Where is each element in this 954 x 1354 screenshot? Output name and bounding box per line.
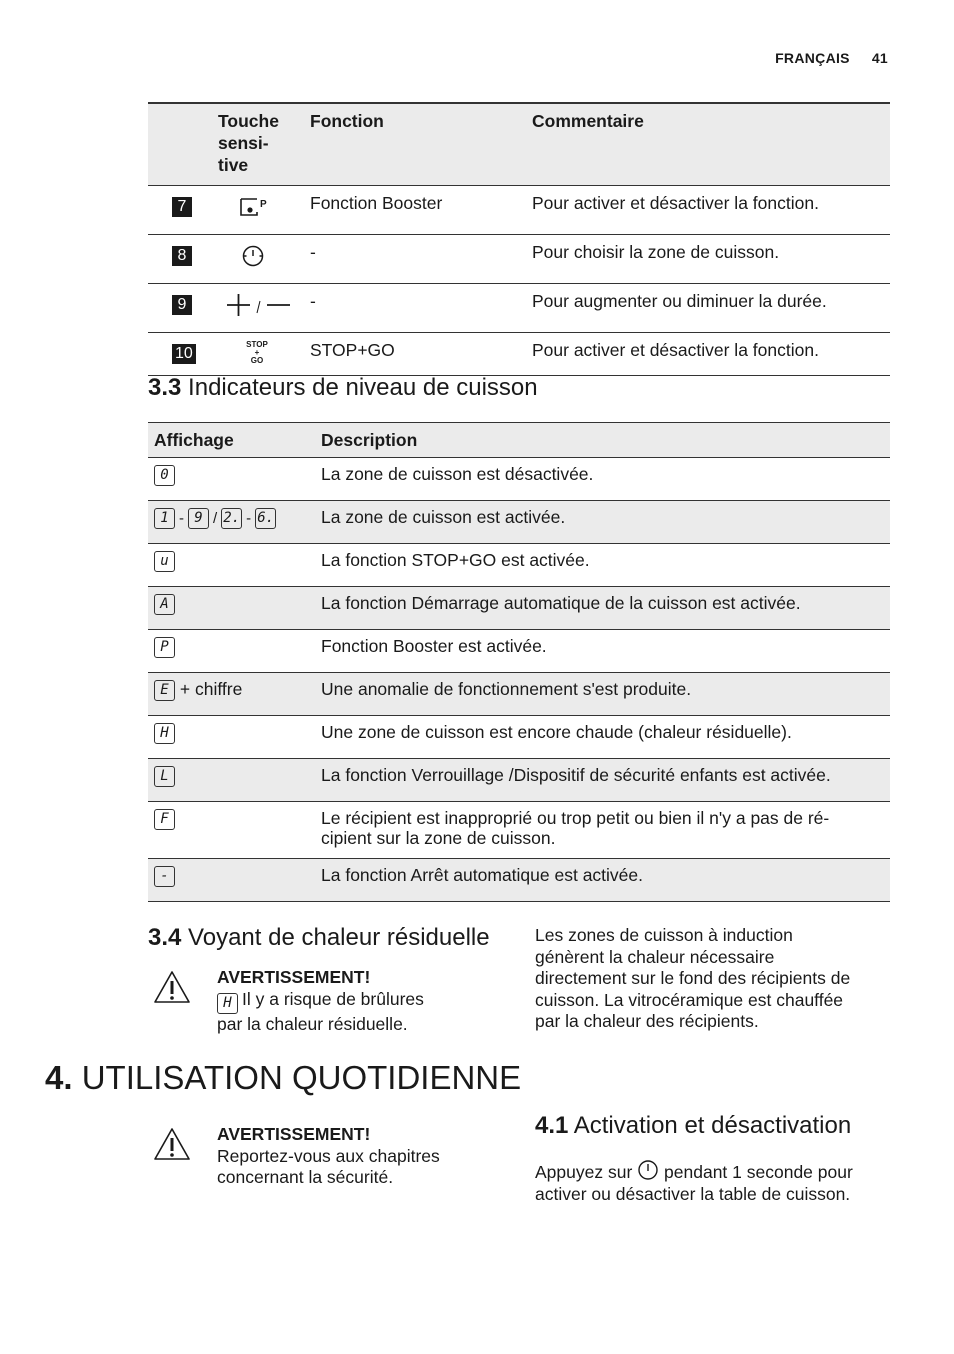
col-header-fonction: Fonction [310, 111, 384, 131]
table-row [148, 333, 890, 376]
section-number: 3.3 [148, 374, 182, 401]
display-symbol: 1 [154, 508, 175, 529]
commentaire-cell: Pour choisir la zone de cuisson. [532, 242, 780, 262]
commentaire-cell: Pour activer et désactiver la fonction. [532, 193, 819, 213]
col-header-description: Description [315, 423, 890, 458]
col-header-affichage: Affichage [148, 423, 315, 458]
text-before-icon: Appuyez sur [535, 1162, 633, 1182]
warning-text: Il y a risque de brûlures par la chaleur résiduelle. [217, 988, 424, 1034]
description-cell: La zone de cuisson est désactivée. [321, 464, 594, 484]
table-row [148, 759, 890, 802]
table-row [148, 501, 890, 544]
stop-go-icon-line: + [254, 348, 260, 357]
col-header-commentaire: Commentaire [532, 111, 644, 131]
plus-minus-icon [212, 284, 304, 333]
chapter-number: 4. [45, 1059, 73, 1096]
chapter-title: UTILISATION QUOTIDIENNE [81, 1059, 522, 1096]
table-row [148, 587, 890, 630]
table-row [148, 673, 890, 716]
description-cell: Fonction Booster est activée. [321, 636, 547, 656]
description-cell: La zone de cuisson est activée. [321, 507, 566, 527]
section-number: 3.4 [148, 924, 182, 951]
description-cell: La fonction Verrouillage /Dispositif de sécurité enfants est activée. [321, 765, 831, 785]
table-row [148, 802, 890, 859]
description-cell: La fonction Démarrage automatique de la cuisson est activée. [321, 593, 801, 613]
table-row [148, 284, 890, 333]
display-symbol: F [154, 809, 175, 830]
warning-title: AVERTISSEMENT! [217, 967, 371, 987]
table-header-row [148, 103, 890, 186]
col-header-touche: Touche sensi- tive [218, 111, 279, 175]
description-cell: Le récipient est inapproprié ou trop petit ou bien il n'y a pas de ré- cipient sur la zone de cuisson. [321, 808, 830, 848]
warning-body [217, 989, 477, 1036]
section-title: Activation et désactivation [573, 1112, 852, 1139]
description-cell: Une zone de cuisson est encore chaude (chaleur résiduelle). [321, 722, 792, 742]
text-after-icon: pendant 1 seconde pour activer ou désactiver la table de cuisson. [535, 1162, 853, 1204]
table-row [148, 544, 890, 587]
stop-go-icon-line: GO [250, 356, 264, 365]
row-number: 7 [172, 197, 192, 217]
description-cell: Une anomalie de fonctionnement s'est produite. [321, 679, 692, 699]
row-number: 8 [172, 246, 192, 266]
page-number: 41 [871, 50, 888, 66]
table-row [148, 235, 890, 284]
table-row [148, 186, 890, 235]
range-separator: - [179, 510, 184, 527]
section-title: Voyant de chaleur résiduelle [188, 924, 490, 951]
touch-keys-table [148, 102, 890, 376]
row-number: 9 [172, 295, 192, 315]
section-3-3-heading [148, 374, 538, 402]
language-label: FRANÇAIS [775, 50, 850, 66]
fonction-cell: Fonction Booster [310, 193, 443, 213]
warning-block-4 [217, 1124, 497, 1189]
row-number: 10 [172, 344, 196, 364]
warning-icon [153, 1127, 191, 1161]
commentaire-cell: Pour augmenter ou diminuer la durée. [532, 291, 827, 311]
display-symbol: 6. [255, 508, 276, 529]
booster-key-icon [212, 186, 304, 235]
display-symbol: H [217, 993, 238, 1014]
table-row [148, 458, 890, 501]
display-symbol: P [154, 637, 175, 658]
display-symbol: - [154, 866, 175, 887]
commentaire-cell: Pour activer et désactiver la fonction. [532, 340, 819, 360]
description-cell: La fonction Arrêt automatique est activée. [321, 865, 643, 885]
section-title: Indicateurs de niveau de cuisson [188, 374, 538, 401]
display-symbol: L [154, 766, 175, 787]
display-symbol: E [154, 680, 175, 701]
zone-select-icon [212, 235, 304, 284]
display-symbol: H [154, 723, 175, 744]
chapter-4-heading [45, 1059, 521, 1097]
display-suffix: + chiffre [179, 679, 243, 699]
stop-go-icon-line: STOP [246, 340, 268, 349]
induction-paragraph: Les zones de cuisson à induction génèrent la chaleur nécessaire directement sur le fond des récipients de cuisson. La vitrocéramique est chauffée par la chaleur des récipients. [535, 925, 851, 1031]
power-icon [637, 1159, 659, 1181]
section-number: 4.1 [535, 1112, 569, 1139]
warning-title: AVERTISSEMENT! [217, 1124, 371, 1144]
display-range [148, 501, 315, 544]
table-header-row [148, 423, 890, 458]
warning-block-3-4 [217, 967, 477, 1035]
warning-icon [153, 970, 191, 1004]
fonction-cell: - [310, 242, 316, 262]
warning-text: Reportez-vous aux chapitres concernant la sécurité. [217, 1145, 440, 1187]
section-4-1-heading [535, 1112, 851, 1140]
description-cell: La fonction STOP+GO est activée. [321, 550, 590, 570]
page-header [775, 50, 888, 66]
display-symbol: 0 [154, 465, 175, 486]
fonction-cell: - [310, 291, 316, 311]
table-row [148, 859, 890, 902]
range-separator: / [213, 510, 218, 527]
svg-text:P: P [260, 199, 267, 210]
activation-paragraph [535, 1159, 905, 1205]
range-separator: - [246, 510, 252, 527]
section-3-4-heading [148, 924, 490, 952]
display-symbol: u [154, 551, 175, 572]
display-symbol: 9 [188, 508, 209, 529]
table-row [148, 630, 890, 673]
display-symbol: 2. [221, 508, 242, 529]
stop-go-icon [212, 333, 304, 376]
cooking-level-table [148, 422, 890, 902]
table-row [148, 716, 890, 759]
fonction-cell: STOP+GO [310, 340, 395, 360]
col-header-num [148, 103, 212, 186]
display-symbol: A [154, 594, 175, 615]
